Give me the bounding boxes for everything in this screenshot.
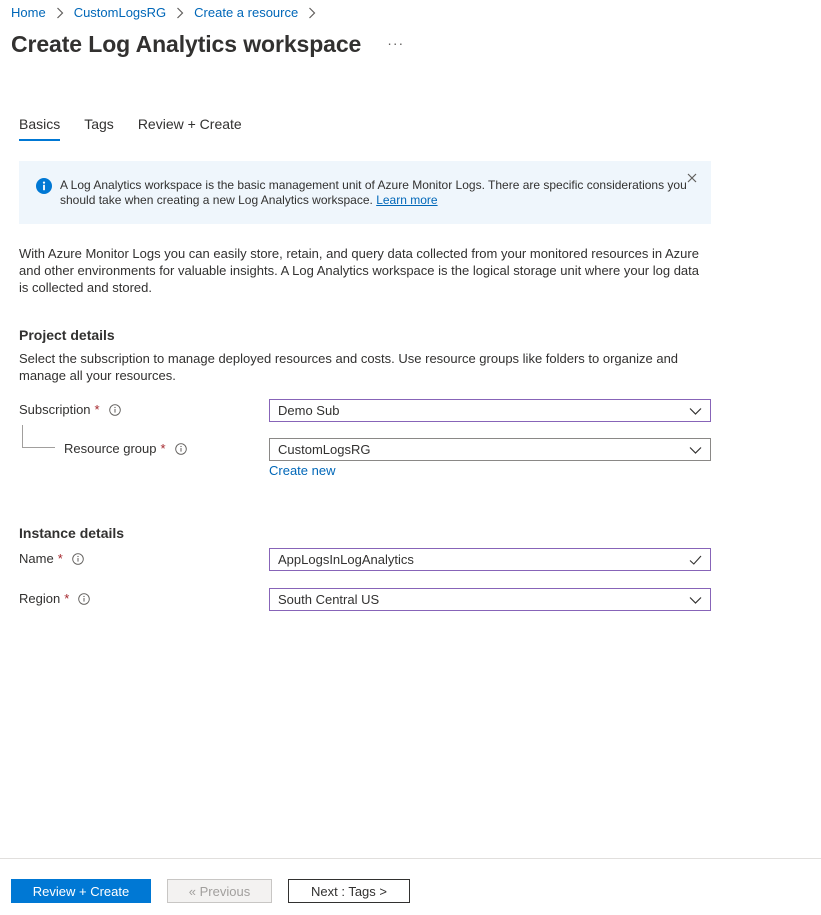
chevron-right-icon — [305, 6, 319, 20]
previous-button[interactable]: « Previous — [167, 879, 272, 903]
info-tooltip-icon[interactable] — [175, 443, 187, 455]
workspace-name-input[interactable] — [269, 548, 711, 571]
subscription-label-text: Subscription — [19, 402, 91, 417]
breadcrumb — [11, 5, 326, 20]
info-tooltip-icon[interactable] — [109, 404, 121, 416]
name-label-text: Name — [19, 551, 54, 566]
resource-group-value: CustomLogsRG — [278, 442, 371, 457]
chevron-down-icon — [689, 405, 702, 417]
required-marker: * — [64, 591, 70, 606]
chevron-right-icon — [53, 6, 67, 20]
next-tags-button[interactable]: Next : Tags > — [288, 879, 410, 903]
page-title: Create Log Analytics workspace — [11, 31, 362, 57]
tab-review-create[interactable]: Review + Create — [137, 116, 242, 132]
title-row — [11, 31, 404, 58]
subscription-select[interactable] — [269, 399, 711, 422]
footer-divider — [0, 858, 821, 859]
subscription-label — [19, 402, 121, 417]
more-options-button[interactable]: ··· — [387, 34, 405, 51]
resource-group-label-text: Resource group — [64, 441, 157, 456]
required-marker: * — [57, 551, 63, 566]
tree-connector-vertical — [22, 425, 23, 448]
resource-group-label — [64, 441, 187, 456]
close-icon[interactable] — [686, 172, 698, 184]
region-label-text: Region — [19, 591, 61, 606]
resource-group-select[interactable] — [269, 438, 711, 461]
info-banner-message — [60, 178, 690, 208]
workspace-name-value: AppLogsInLogAnalytics — [278, 552, 414, 567]
review-create-button[interactable]: Review + Create — [11, 879, 151, 903]
required-marker: * — [160, 441, 166, 456]
info-tooltip-icon[interactable] — [72, 553, 84, 565]
chevron-right-icon — [173, 6, 187, 20]
info-banner-text: A Log Analytics workspace is the basic management unit of Azure Monitor Logs. There are specific considerations you should take when creating a new Log Analytics workspace. — [60, 178, 687, 207]
tab-basics[interactable]: Basics — [19, 116, 60, 138]
learn-more-link[interactable]: Learn more — [376, 193, 438, 207]
breadcrumb-home[interactable]: Home — [11, 5, 46, 20]
tab-tags[interactable]: Tags — [84, 116, 114, 132]
info-banner — [19, 161, 711, 224]
chevron-down-icon — [689, 594, 702, 606]
checkmark-icon — [689, 554, 702, 566]
project-details-heading: Project details — [19, 327, 115, 343]
tab-bar — [19, 116, 266, 138]
intro-text: With Azure Monitor Logs you can easily store, retain, and query data collected from your monitored resources in Azure and other environments for valuable insights. A Log Analytics workspace is the logical storage unit where your log data is collected and stored. — [19, 246, 700, 295]
region-select[interactable] — [269, 588, 711, 611]
info-icon — [36, 178, 52, 194]
breadcrumb-create-resource[interactable]: Create a resource — [194, 5, 299, 20]
breadcrumb-resource-group[interactable]: CustomLogsRG — [73, 5, 167, 20]
create-new-resource-group-link[interactable]: Create new — [269, 463, 336, 478]
instance-details-heading: Instance details — [19, 525, 125, 541]
required-marker: * — [94, 402, 100, 417]
region-label — [19, 591, 90, 606]
tree-connector-horizontal — [22, 447, 55, 448]
subscription-value: Demo Sub — [278, 403, 340, 418]
name-label — [19, 551, 84, 566]
project-details-description: Select the subscription to manage deployed resources and costs. Use resource groups like folders to organize and manage all your resources. — [19, 351, 679, 383]
chevron-down-icon — [689, 444, 702, 456]
region-value: South Central US — [278, 592, 380, 607]
info-tooltip-icon[interactable] — [78, 593, 90, 605]
